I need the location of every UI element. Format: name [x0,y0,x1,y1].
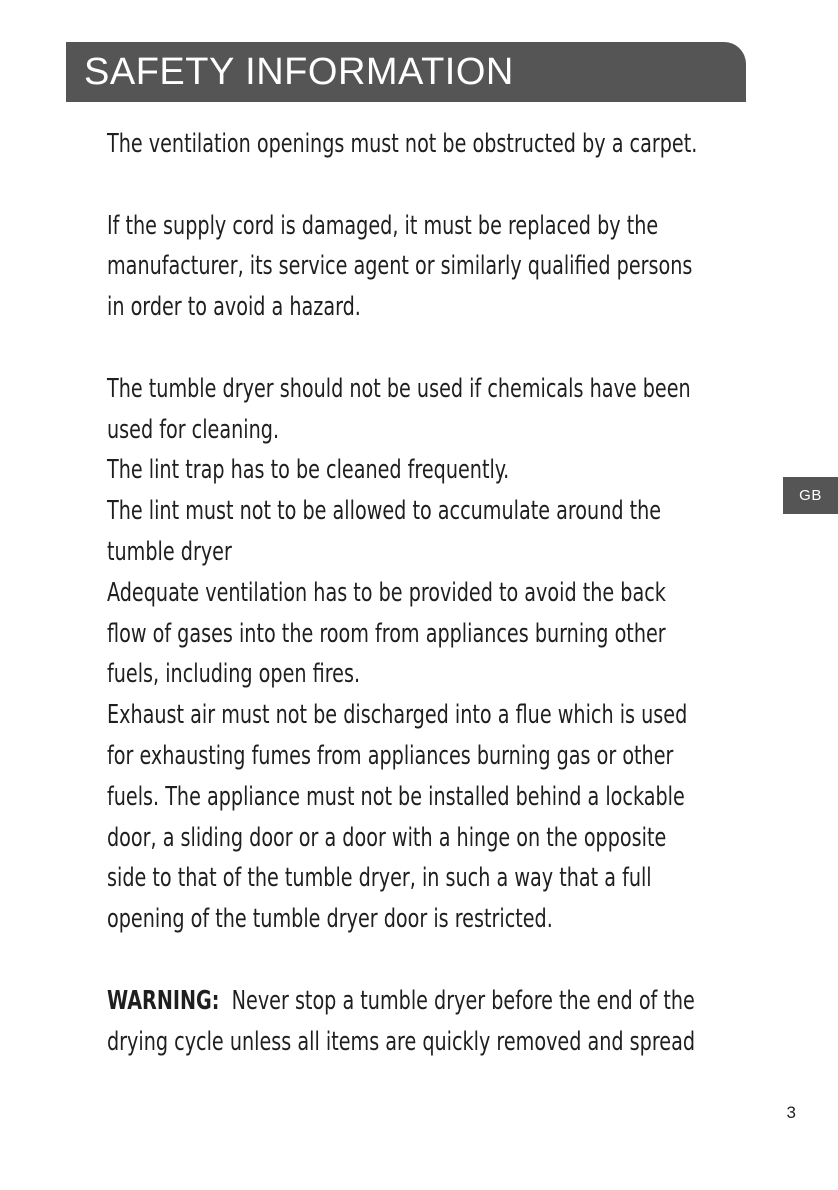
paragraph-gap [107,165,757,206]
language-tab-gb: GB [783,477,838,514]
text-line: If the supply cord is damaged, it must be replaced by the [107,210,659,241]
text-line: drying cycle unless all items are quickly removed and spread [107,1026,696,1057]
text-line: opening of the tumble dryer door is restricted. [107,904,553,935]
text-line: The tumble dryer should not be used if chemicals have been [107,373,691,404]
text-line: Exhaust air must not be discharged into a flue which is used [107,700,688,731]
paragraph-warning [107,981,757,1063]
text-line: Adequate ventilation has to be provided to avoid the back [107,577,666,608]
text-line: fuels, including open fires. [107,659,361,690]
text-line: The ventilation openings must not be obstructed by a carpet. [107,129,698,159]
text-line: manufacturer, its service agent or similarly qualified persons [107,251,693,282]
paragraph-gap [107,940,757,981]
section-header-bar [66,42,746,102]
warning-text: Never stop a tumble dryer before the end of the [231,985,695,1016]
paragraph-usage-rules [107,369,757,940]
safety-text-body [107,124,757,1062]
text-line: fuels. The appliance must not be installed behind a lockable [107,781,685,812]
paragraph-gap [107,328,757,369]
warning-line [107,981,695,1022]
text-line: flow of gases into the room from appliances burning other [107,618,666,649]
text-line: used for cleaning. [107,414,280,445]
warning-label: WARNING: [107,985,220,1016]
text-line: The lint must not to be allowed to accumulate around the [107,496,662,527]
text-line: tumble dryer [107,536,232,567]
text-line: side to that of the tumble dryer, in such a way that a full [107,863,652,894]
paragraph-ventilation [107,124,757,165]
paragraph-supply-cord [107,206,757,328]
section-title: SAFETY INFORMATION [84,51,514,93]
text-line: door, a sliding door or a door with a hinge on the opposite [107,822,667,853]
text-line: for exhausting fumes from appliances burning gas or other [107,740,674,771]
text-line: The lint trap has to be cleaned frequently. [107,455,510,486]
text-line: in order to avoid a hazard. [107,292,361,323]
page-number: 3 [786,1103,796,1122]
